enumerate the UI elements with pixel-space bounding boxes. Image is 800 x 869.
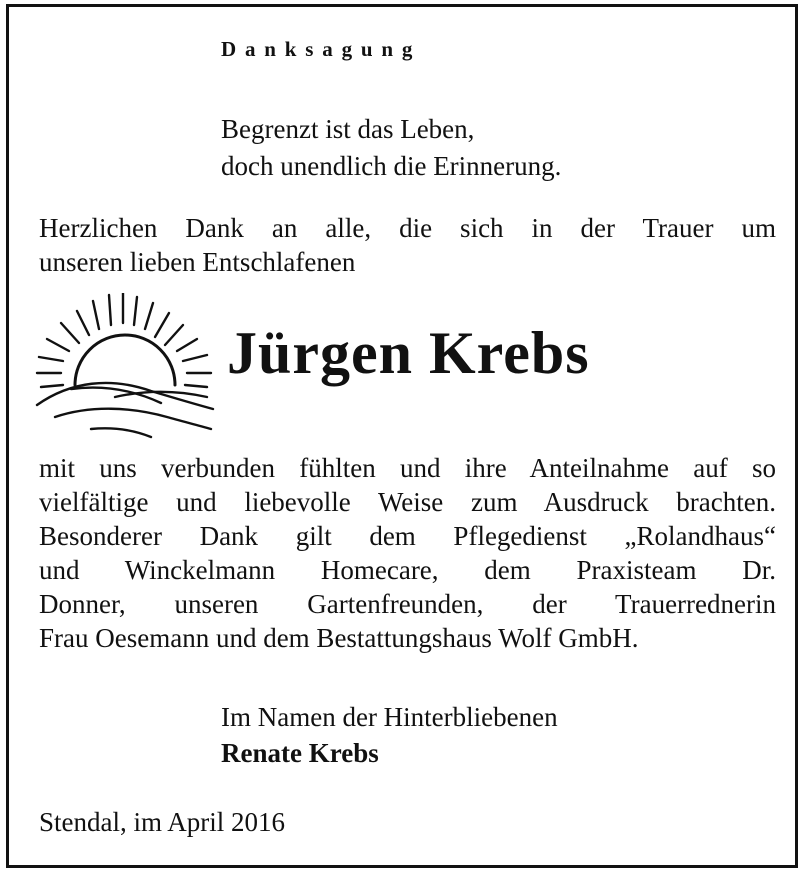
intro-paragraph: [39, 211, 776, 279]
signature-intro: Im Namen der Hinterbliebenen: [221, 702, 558, 732]
deceased-name: Jürgen Krebs: [227, 320, 590, 386]
sun-rays-icon: [37, 293, 211, 387]
quote-line: Begrenzt ist das Leben,: [221, 114, 475, 144]
thanks-line: mit uns verbunden fühlten und ihre Anteilnahme auf so: [39, 453, 776, 483]
signature-block: [221, 699, 558, 771]
place-date: Stendal, im April 2016: [39, 807, 285, 837]
heading: Danksagung: [221, 37, 422, 61]
quote: [221, 111, 561, 185]
thanks-line: Besonderer Dank gilt dem Pflegedienst „Rolandhaus“: [39, 521, 776, 551]
thanks-line: vielfältige und liebevolle Weise zum Ausdruck brachten.: [39, 487, 776, 517]
thanks-line: Frau Oesemann und dem Bestattungshaus Wolf GmbH.: [39, 623, 639, 653]
hills-icon: [37, 383, 213, 437]
intro-line: unseren lieben Entschlafenen: [39, 247, 356, 277]
sunset-over-hills-icon: [31, 293, 215, 443]
quote-line: doch unendlich die Erinnerung.: [221, 151, 562, 181]
thanks-line: Donner, unseren Gartenfreunden, der Trauerrednerin: [39, 589, 776, 619]
thanks-line: und Winckelmann Homecare, dem Praxisteam Dr.: [39, 555, 776, 585]
thanks-paragraph: [39, 451, 776, 655]
obituary-card: [6, 4, 798, 868]
sun-disc-icon: [75, 335, 175, 385]
intro-line: Herzlichen Dank an alle, die sich in der Trauer um: [39, 213, 776, 243]
signature-name: Renate Krebs: [221, 738, 379, 768]
